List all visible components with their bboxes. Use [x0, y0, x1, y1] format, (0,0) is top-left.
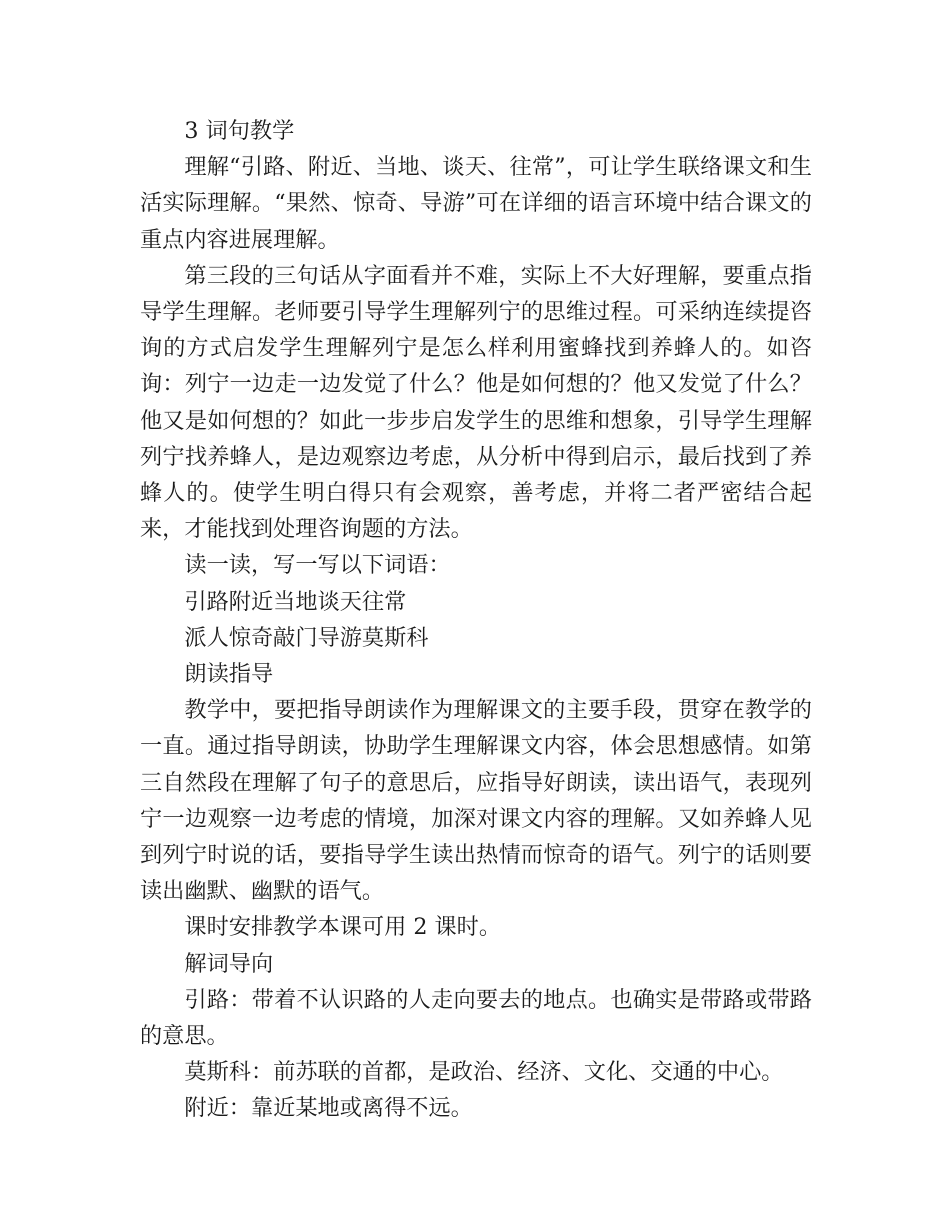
document-body	[140, 113, 812, 1127]
paragraph-class-schedule: 课时安排教学本课可用 2 课时。	[184, 914, 502, 941]
definition-fujin: 附近：靠近某地或离得不远。	[184, 1095, 473, 1122]
section-heading-vocabulary-teaching: 3 词句教学	[184, 118, 295, 144]
word-list-line-1: 引路附近当地谈天往常	[184, 588, 407, 615]
section-heading-word-explanations: 解词导向	[184, 950, 274, 977]
section-heading-reading-guidance: 朗读指导	[184, 661, 274, 688]
paragraph-read-write-instruction: 读一读，写一写以下词语：	[184, 552, 451, 579]
paragraph-reading-guidance: 教学中，要把指导朗读作为理解课文的主要手段，贯穿在教学的一直。通过指导朗读，协助学生理解课文内容，体会思想感情。如第三自然段在理解了句子的意思后，应指导好朗读，读出语气，表现列宁一边观察一边考虑的情境，加深对课文内容的理解。又如养蜂人见到列宁时说的话，要指导学生读出热情而惊奇的语气。列宁的话则要读出幽默、幽默的语气。	[140, 697, 812, 905]
word-list-line-2: 派人惊奇敲门导游莫斯科	[184, 624, 429, 651]
paragraph-word-understanding: 理解“引路、附近、当地、谈天、往常”，可让学生联络课文和生活实际理解。“果然、惊奇、导游”可在详细的语言环境中结合课文的重点内容进展理解。	[140, 154, 812, 253]
paragraph-third-section-guidance: 第三段的三句话从字面看并不难，实际上不大好理解，要重点指导学生理解。老师要引导学生理解列宁的思维过程。可采纳连续提咨询的方式启发学生理解列宁是怎么样利用蜜蜂找到养蜂人的。如咨询：列宁一边走一边发觉了什么？他是如何想的？他又发觉了什么？他又是如何想的？如此一步步启发学生的思维和想象，引导学生理解列宁找养蜂人，是边观察边考虑，从分析中得到启示，最后找到了养蜂人的。使学生明白得只有会观察，善考虑，并将二者严密结合起来，才能找到处理咨询题的方法。	[140, 262, 812, 543]
definition-yinlu: 引路：带着不认识路的人走向要去的地点。也确实是带路或带路的意思。	[140, 986, 812, 1050]
definition-moscow: 莫斯科：前苏联的首都，是政治、经济、文化、交通的中心。	[184, 1059, 784, 1086]
